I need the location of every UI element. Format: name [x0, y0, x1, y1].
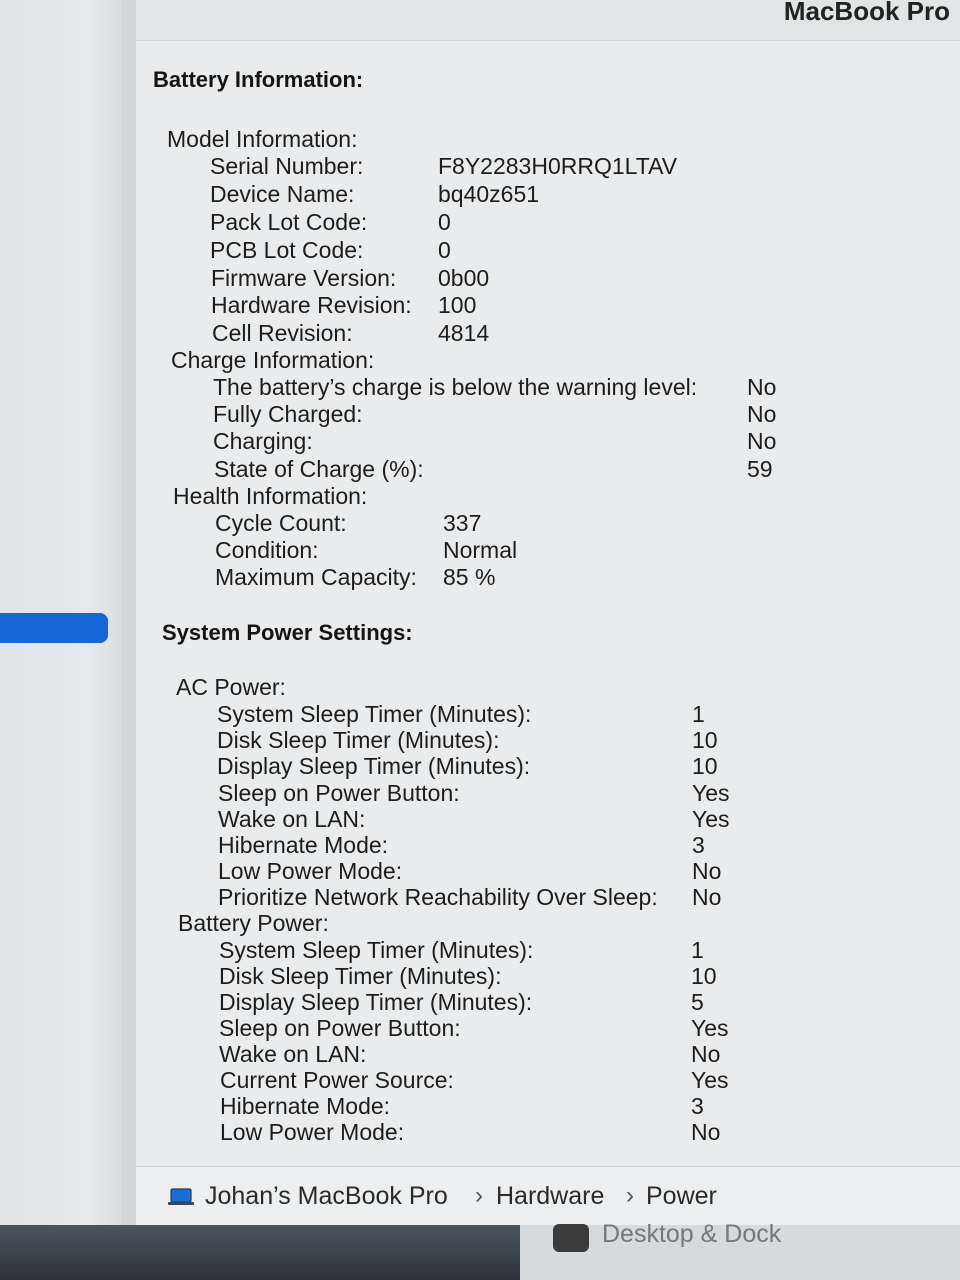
firmware-version-value: 0b00	[438, 265, 490, 291]
ac-low-power-mode-key: Low Power Mode:	[218, 858, 403, 884]
bat-sleep-power-button-key: Sleep on Power Button:	[219, 1015, 461, 1041]
ac-display-sleep-value: 10	[692, 753, 718, 779]
pack-lot-code-value: 0	[438, 209, 451, 235]
max-capacity-value: 85 %	[443, 564, 496, 590]
serial-number-key: Serial Number:	[210, 153, 364, 179]
pcb-lot-code-key: PCB Lot Code:	[210, 237, 364, 263]
ac-hibernate-mode-key: Hibernate Mode:	[218, 832, 389, 858]
bat-system-sleep-key: System Sleep Timer (Minutes):	[219, 937, 534, 963]
bat-low-power-mode-value: No	[691, 1119, 721, 1145]
cell-revision-key: Cell Revision:	[212, 320, 353, 346]
ac-wake-on-lan-value: Yes	[692, 806, 730, 832]
bat-wake-on-lan-key: Wake on LAN:	[219, 1041, 367, 1067]
bat-current-power-source-value: Yes	[691, 1067, 729, 1093]
pack-lot-code-key: Pack Lot Code:	[210, 209, 368, 235]
device-name-value: bq40z651	[438, 181, 540, 207]
ac-prioritize-network-key: Prioritize Network Reachability Over Sleep:	[218, 884, 658, 910]
breadcrumb-power[interactable]: Power	[646, 1182, 717, 1210]
breadcrumb-hardware[interactable]: Hardware	[496, 1182, 605, 1210]
ac-prioritize-network-value: No	[692, 884, 722, 910]
ac-low-power-mode-value: No	[692, 858, 722, 884]
desktop-dock-icon	[553, 1224, 589, 1252]
bat-hibernate-mode-value: 3	[691, 1093, 704, 1119]
ac-sleep-power-button-key: Sleep on Power Button:	[218, 780, 460, 806]
ac-system-sleep-value: 1	[692, 701, 705, 727]
fully-charged-value: No	[747, 401, 777, 427]
bat-sleep-power-button-value: Yes	[691, 1015, 729, 1041]
bat-hibernate-mode-key: Hibernate Mode:	[220, 1093, 391, 1119]
below-warning-value: No	[747, 374, 777, 400]
breadcrumb-separator-icon: ›	[475, 1182, 483, 1209]
cell-revision-value: 4814	[438, 320, 490, 346]
laptop-icon	[168, 1188, 194, 1206]
power-heading: System Power Settings:	[162, 620, 413, 645]
breadcrumb-computer[interactable]: Johan’s MacBook Pro	[205, 1182, 448, 1210]
breadcrumb-separator-icon: ›	[626, 1182, 634, 1209]
model-info-label: Model Information:	[167, 126, 358, 152]
model-title: MacBook Pro	[783, 0, 950, 26]
hardware-revision-key: Hardware Revision:	[211, 292, 412, 318]
charging-key: Charging:	[213, 428, 313, 454]
ac-disk-sleep-key: Disk Sleep Timer (Minutes):	[217, 727, 500, 753]
pcb-lot-code-value: 0	[438, 237, 451, 263]
state-of-charge-value: 59	[747, 456, 773, 482]
bat-display-sleep-value: 5	[691, 989, 704, 1015]
ac-sleep-power-button-value: Yes	[692, 780, 730, 806]
condition-value: Normal	[443, 537, 518, 563]
serial-number-value: F8Y2283H0RRQ1LTAV	[438, 153, 678, 179]
max-capacity-key: Maximum Capacity:	[215, 564, 417, 590]
battery-power-label: Battery Power:	[178, 910, 329, 936]
ac-power-label: AC Power:	[176, 674, 286, 700]
below-warning-key: The battery’s charge is below the warning level:	[213, 374, 698, 400]
bat-low-power-mode-key: Low Power Mode:	[220, 1119, 405, 1145]
fully-charged-key: Fully Charged:	[213, 401, 363, 427]
cycle-count-key: Cycle Count:	[215, 510, 347, 536]
device-name-key: Device Name:	[210, 181, 355, 207]
cycle-count-value: 337	[443, 510, 482, 536]
state-of-charge-key: State of Charge (%):	[214, 456, 424, 482]
charge-info-label: Charge Information:	[171, 347, 375, 373]
firmware-version-key: Firmware Version:	[211, 265, 397, 291]
bat-disk-sleep-value: 10	[691, 963, 717, 989]
ac-display-sleep-key: Display Sleep Timer (Minutes):	[217, 753, 531, 779]
ac-system-sleep-key: System Sleep Timer (Minutes):	[217, 701, 532, 727]
bat-disk-sleep-key: Disk Sleep Timer (Minutes):	[219, 963, 502, 989]
bat-system-sleep-value: 1	[691, 937, 704, 963]
charging-value: No	[747, 428, 777, 454]
ac-hibernate-mode-value: 3	[692, 832, 705, 858]
battery-heading: Battery Information:	[153, 67, 364, 92]
hardware-revision-value: 100	[438, 292, 477, 318]
ac-wake-on-lan-key: Wake on LAN:	[218, 806, 366, 832]
health-info-label: Health Information:	[173, 483, 368, 509]
bat-current-power-source-key: Current Power Source:	[220, 1067, 454, 1093]
ac-disk-sleep-value: 10	[692, 727, 718, 753]
desktop-dock-item[interactable]: Desktop & Dock	[602, 1220, 782, 1248]
bat-wake-on-lan-value: No	[691, 1041, 721, 1067]
bat-display-sleep-key: Display Sleep Timer (Minutes):	[219, 989, 533, 1015]
condition-key: Condition:	[215, 537, 319, 563]
